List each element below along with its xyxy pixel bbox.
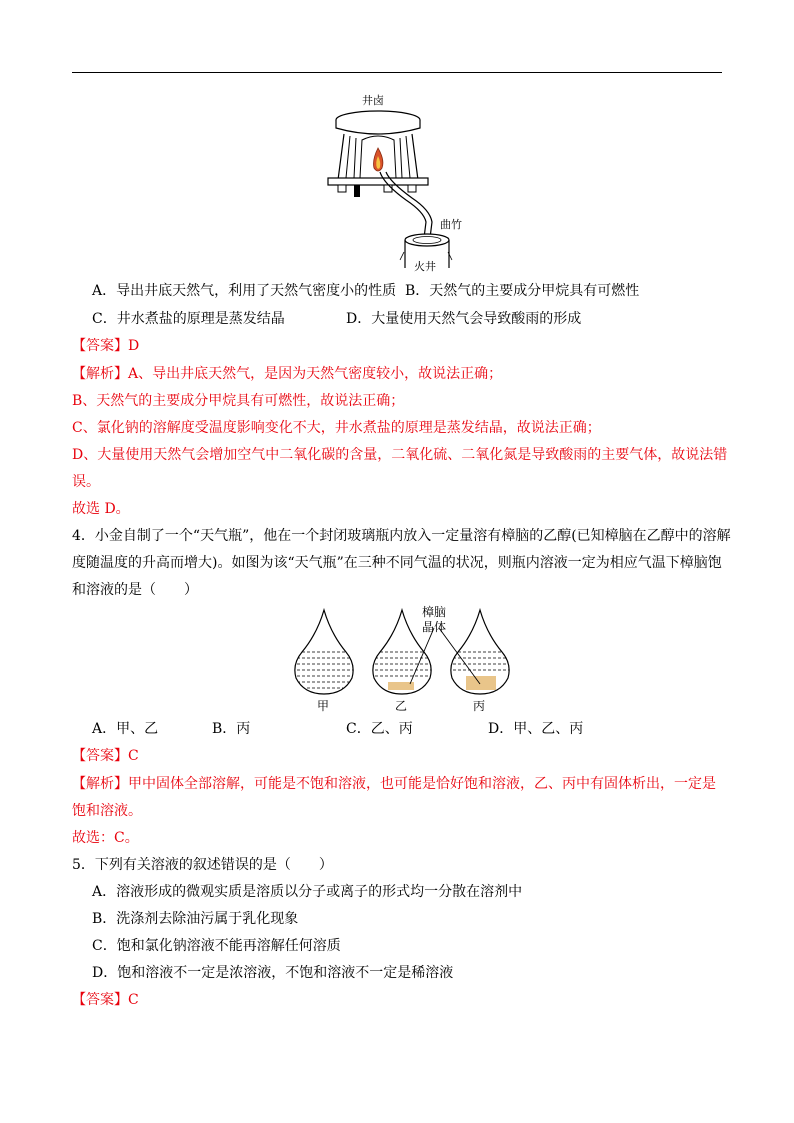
label-crystal-2: 晶体 bbox=[422, 620, 447, 634]
q3-analysis-line-5: 误。 bbox=[72, 474, 100, 490]
q3-option-b: B．天然气的主要成分甲烷具有可燃性 bbox=[405, 283, 640, 299]
crystal-bing bbox=[466, 676, 496, 690]
q3-option-c: C．井水煮盐的原理是蒸发结晶 bbox=[92, 311, 285, 327]
bottle-yi bbox=[370, 652, 434, 690]
label-jia: 甲 bbox=[317, 699, 330, 713]
q4-analysis-line-2: 饱和溶液。 bbox=[72, 803, 142, 819]
q5-answer-line bbox=[72, 991, 139, 1009]
q4-analysis-line-1 bbox=[72, 775, 716, 793]
bottle-jia bbox=[292, 652, 356, 688]
q3-analysis-line-4: D、大量使用天然气会增加空气中二氧化碳的含量，二氧化硫、二氧化氮是导致酸雨的主要气体，故说法错 bbox=[72, 447, 728, 463]
bottle-bing bbox=[448, 652, 512, 690]
q5-option-b: B．洗涤剂去除油污属于乳化现象 bbox=[92, 911, 299, 927]
fire-well-figure bbox=[320, 88, 480, 278]
label-bing: 丙 bbox=[473, 699, 486, 713]
q4-option-b: B．丙 bbox=[212, 721, 251, 737]
q5-option-a: A．溶液形成的微观实质是溶质以分子或离子的形式均一分散在溶剂中 bbox=[92, 884, 523, 900]
analysis-tag: 【解析】 bbox=[72, 366, 128, 382]
q3-answer: D bbox=[128, 338, 140, 354]
q4-answer-line bbox=[72, 747, 139, 765]
q3-analysis-line-1 bbox=[72, 365, 502, 383]
header-rule bbox=[72, 72, 722, 73]
q3-analysis-line-2: B、天然气的主要成分甲烷具有可燃性，故说法正确； bbox=[72, 393, 405, 409]
label-jinglu: 井卤 bbox=[362, 94, 384, 107]
q5-option-d: D．饱和溶液不一定是浓溶液，不饱和溶液不一定是稀溶液 bbox=[92, 965, 454, 981]
analysis-tag: 【解析】 bbox=[72, 776, 128, 792]
q4-analysis-text: 甲中固体全部溶解，可能是不饱和溶液，也可能是恰好饱和溶液，乙、丙中有固体析出，一定是 bbox=[128, 776, 716, 792]
q4-stem-line-1: 4．小金自制了一个“天气瓶”，他在一个封闭玻璃瓶内放入一定量溶有樟脑的乙醇(已知樟脑在乙醇中的溶解 bbox=[72, 528, 731, 544]
q4-option-d: D．甲、乙、丙 bbox=[488, 721, 584, 737]
q4-option-a: A．甲、乙 bbox=[92, 721, 159, 737]
q5-answer: C bbox=[128, 992, 139, 1008]
q4-answer: C bbox=[128, 748, 139, 764]
q4-option-c: C．乙、丙 bbox=[346, 721, 413, 737]
q4-stem-line-2: 度随温度的升高而增大)。如图为该“天气瓶”在三种不同气温的状况，则瓶内溶液一定为相应气温下樟脑饱 bbox=[72, 555, 722, 571]
q3-option-a: A．导出井底天然气，利用了天然气密度小的性质 bbox=[92, 283, 397, 299]
answer-tag: 【答案】 bbox=[72, 992, 128, 1008]
label-huojing: 火井 bbox=[414, 260, 436, 273]
weather-bottles-figure bbox=[284, 604, 514, 714]
label-yi: 乙 bbox=[395, 699, 408, 713]
q4-stem-line-3: 和溶液的是（ ） bbox=[72, 582, 198, 598]
q5-stem: 5．下列有关溶液的叙述错误的是（ ） bbox=[72, 857, 333, 873]
answer-tag: 【答案】 bbox=[72, 748, 128, 764]
q3-analysis-line-3: C、氯化钠的溶解度受温度影响变化不大，井水煮盐的原理是蒸发结晶，故说法正确； bbox=[72, 420, 601, 436]
q3-analysis-text: A、导出井底天然气，是因为天然气密度较小，故说法正确； bbox=[128, 366, 503, 382]
q3-conclusion: 故选 D。 bbox=[72, 501, 130, 517]
q3-option-d: D．大量使用天然气会导致酸雨的形成 bbox=[346, 311, 582, 327]
q5-option-c: C．饱和氯化钠溶液不能再溶解任何溶质 bbox=[92, 938, 341, 954]
answer-tag: 【答案】 bbox=[72, 338, 128, 354]
q4-conclusion: 故选：C。 bbox=[72, 830, 139, 846]
label-quzhu: 曲竹 bbox=[440, 218, 462, 231]
q3-answer-line bbox=[72, 337, 139, 355]
label-crystal-1: 樟脑 bbox=[422, 605, 447, 619]
